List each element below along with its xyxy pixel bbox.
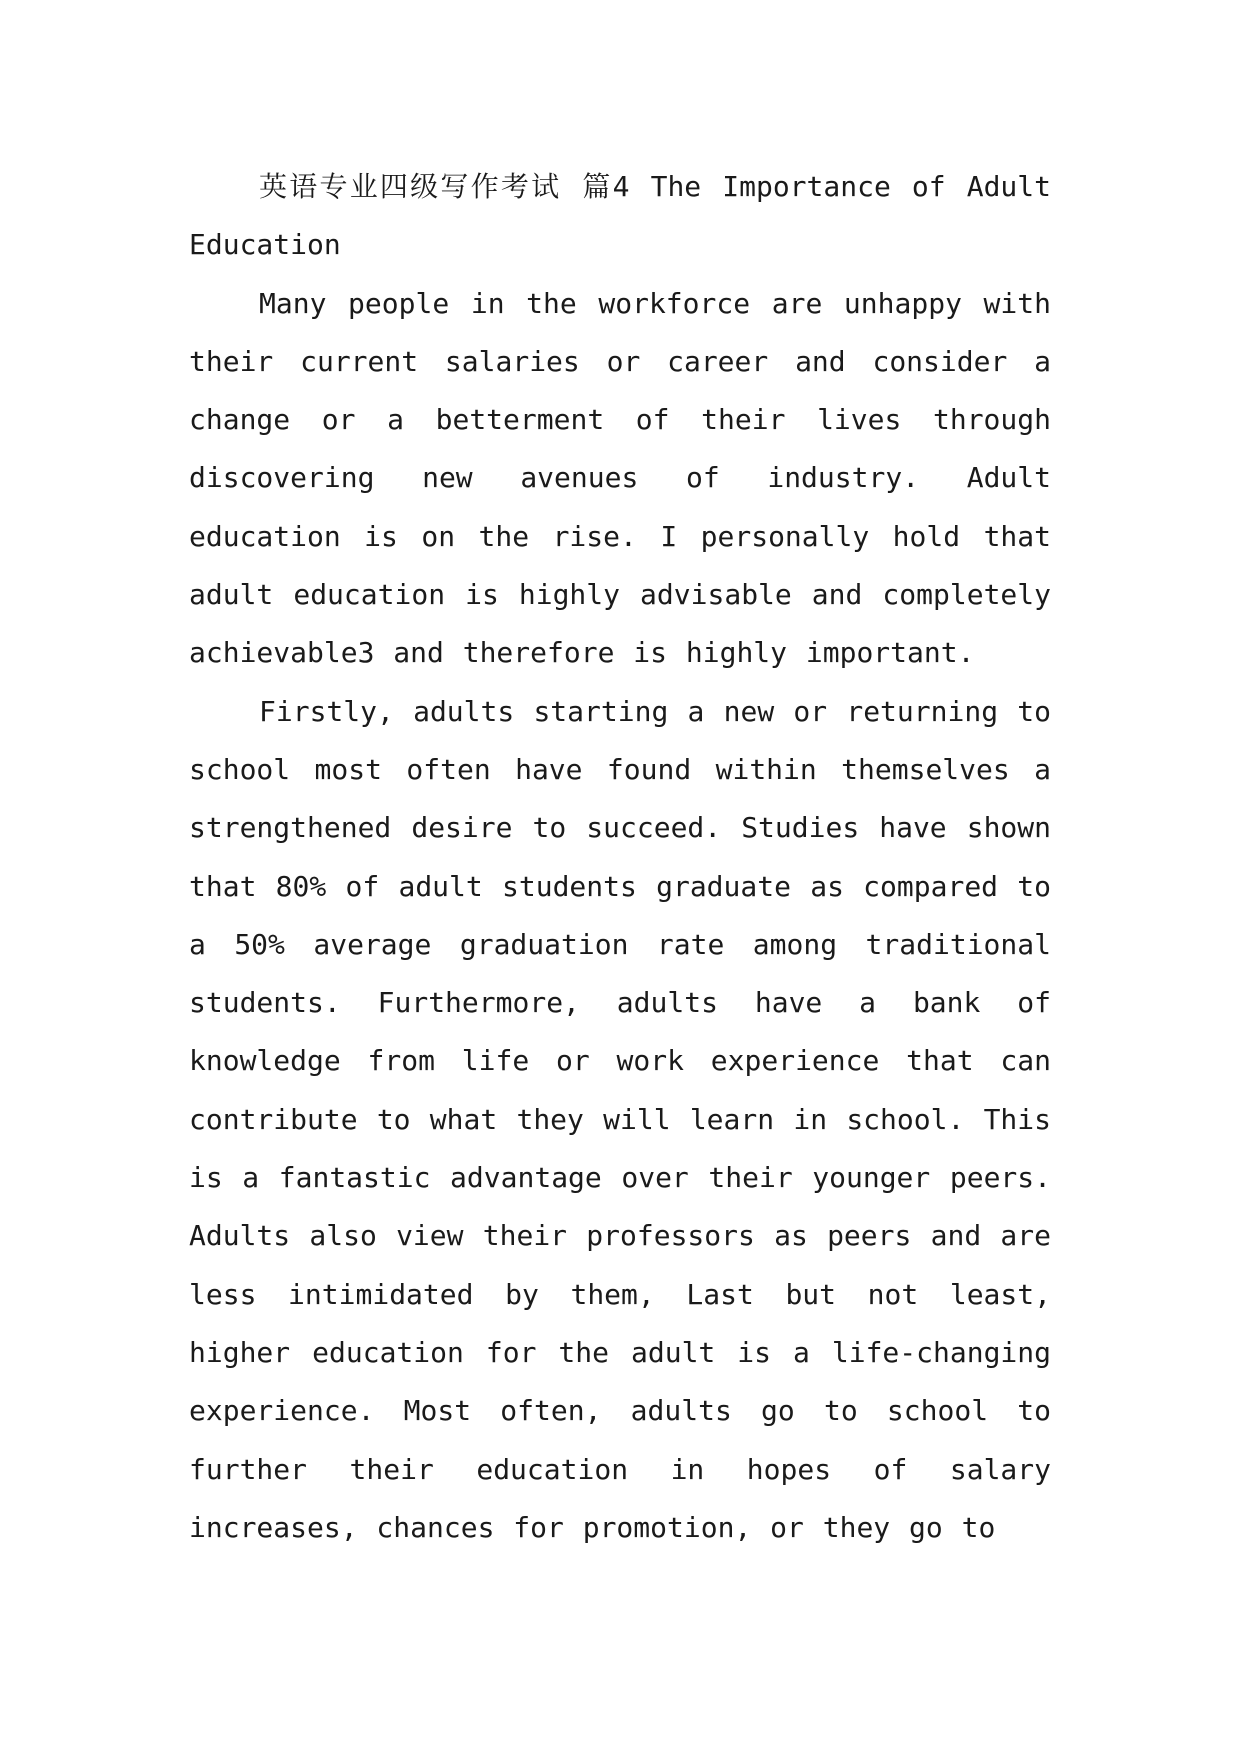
essay-heading: 英语专业四级写作考试 篇4 The Importance of Adult Education <box>189 170 1051 262</box>
paragraph-1: Many people in the workforce are unhappy with their current salaries or career and consider a change or a betterment of their lives through discovering new avenues of industry. Adult education is on the rise. I personally hold that adult education is highly advisable and completely achievable3 and therefore is highly important. <box>189 286 1051 670</box>
paragraph-2: Firstly, adults starting a new or returning to school most often have found within themselves a strengthened desire to succeed. Studies have shown that 80% of adult students graduate as compared to a 50% average graduation rate among traditional students. Furthermore, adults have a bank of knowledge from life or work experience that can contribute to what they will learn in school. This is a fantastic advantage over their younger peers. Adults also view their professors as peers and are less intimidated by them, Last but not least, higher education for the adult is a life-changing experience. Most often, adults go to school to further their education in hopes of salary increases, chances for promotion, or they go to <box>189 694 1051 1544</box>
document-body <box>189 158 1051 1557</box>
